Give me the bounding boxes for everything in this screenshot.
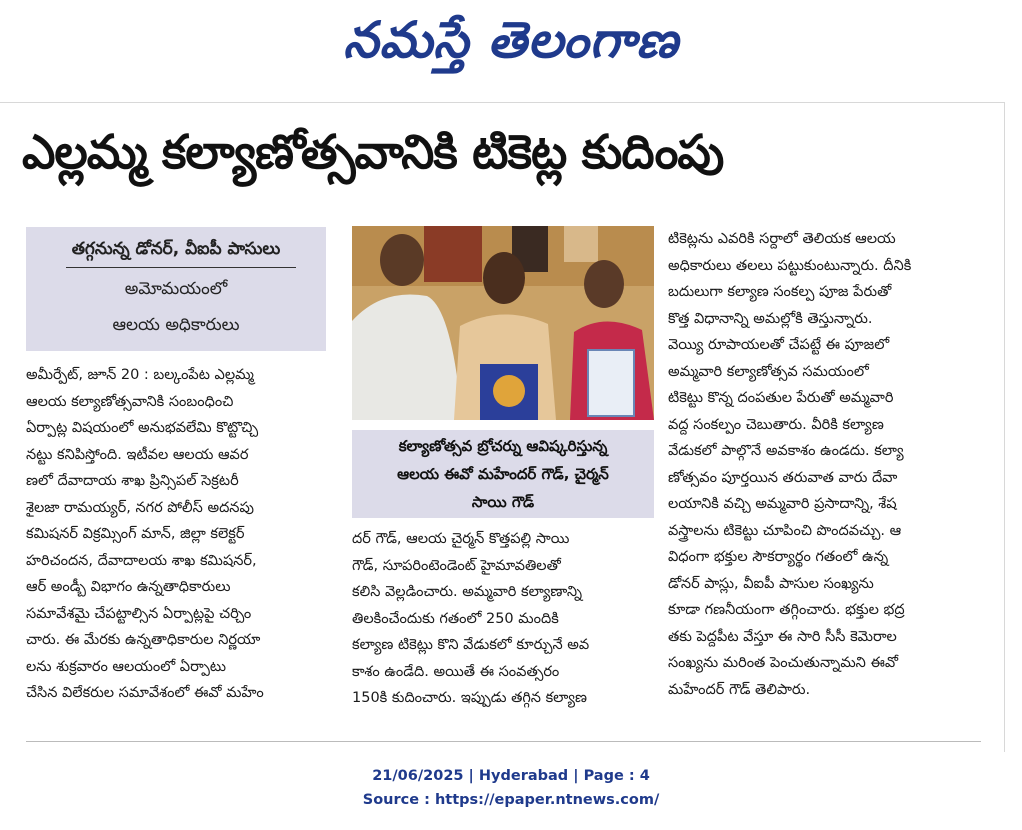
right-divider bbox=[1004, 102, 1005, 752]
article-headline: ఎల్లమ్మ కల్యాణోత్సవానికి టికెట్ల కుదింపు bbox=[22, 125, 724, 180]
text-line: విధంగా భక్తుల సౌకర్యార్థం గతంలో ఉన్న bbox=[668, 549, 889, 565]
article-column-2 bbox=[352, 526, 657, 712]
footer-source-link[interactable]: Source : https://epaper.ntnews.com/ bbox=[362, 792, 660, 808]
text-line: కొత్త విధానాన్ని అమల్లోకి తెస్తున్నారు. bbox=[668, 310, 873, 327]
subheading-line-1: తగ్గనున్న డోనర్, వీఐపీ పాసులు bbox=[71, 239, 281, 259]
text-line: అమ్మవారి కల్యాణోత్సవ సమయంలో bbox=[668, 363, 869, 380]
text-line: ఆలయ కల్యాణోత్సవానికి సంబంధించి bbox=[26, 393, 234, 410]
text-line: డోనర్ పాస్లు, వీఐపీ పాసుల సంఖ్యను bbox=[668, 575, 874, 592]
text-line: కమిషనర్ విక్రమ్సింగ్ మాన్, జిల్లా కలెక్టర్ bbox=[26, 526, 245, 542]
text-line: దర్ గౌడ్, ఆలయ చైర్మన్ కొత్తపల్లి సాయి bbox=[352, 531, 570, 547]
photo-caption bbox=[352, 430, 654, 518]
subheading-line-3: ఆలయ అధికారులు bbox=[112, 315, 240, 335]
text-line: అమీర్పేట్, జూన్ 20 : బల్కంపేట ఎల్లమ్మ bbox=[26, 367, 254, 383]
text-line: కాశం ఉండేది. అయితే ఈ సంవత్సరం bbox=[352, 663, 560, 680]
text-line: ఆర్ అండ్బీ విభాగం ఉన్నతాధికారులు bbox=[26, 579, 231, 595]
text-line: నట్టు కనిపిస్తోంది. ఇటీవల ఆలయ ఆవర bbox=[26, 446, 249, 463]
article-column-1 bbox=[26, 362, 338, 707]
text-line: చారు. ఈ మేరకు ఉన్నతాధికారుల నిర్ణయా bbox=[26, 632, 261, 648]
caption-line-2: ఆలయ ఈవో మహేందర్ గౌడ్, చైర్మన్ bbox=[397, 465, 609, 483]
text-line: టికెట్లను ఎవరికి సర్దాలో తెలియక ఆలయ bbox=[668, 231, 896, 247]
text-line: ఏర్పాట్ల విషయంలో అనుభవలేమి కొట్టొచ్చి bbox=[26, 420, 259, 436]
text-line: ణోత్సవం పూర్తయిన తరువాత వారు దేవా bbox=[668, 469, 898, 486]
article-photo bbox=[352, 226, 654, 420]
text-line: తకు పెద్దపీట వేస్తూ ఈ సారి సీసీ కెమెరాల bbox=[668, 628, 897, 645]
text-line: కలిసి వెల్లడించారు. అమ్మవారి కల్యాణాన్ని bbox=[352, 584, 582, 600]
caption-line-3: సాయి గౌడ్ bbox=[471, 493, 535, 511]
text-line: సంఖ్యను మరింత పెంచుతున్నామని ఈవో bbox=[668, 655, 899, 671]
text-line: కూడా గణనీయంగా తగ్గించారు. భక్తుల భద్ర bbox=[668, 602, 905, 618]
text-line: ణలో దేవాదాయ శాఖ ప్రిన్సిపల్ సెక్రటరీ bbox=[26, 473, 239, 489]
text-line: కల్యాణ టికెట్లు కొని వేడుకలో కూర్చునే అవ bbox=[352, 637, 590, 653]
text-line: చేసిన విలేకరుల సమావేశంలో ఈవో మహేం bbox=[26, 685, 264, 701]
subheading-line-2: అమోమయంలో bbox=[124, 279, 228, 299]
text-line: లను శుక్రవారం ఆలయంలో ఏర్పాటు bbox=[26, 658, 227, 675]
text-line: శైలజా రామయ్యర్, నగర పోలీస్ అదనపు bbox=[26, 499, 254, 516]
masthead-logo: నమస్తే తెలంగాణ bbox=[343, 11, 679, 69]
text-line: వెయ్యి రూపాయలతో చేపట్టే ఈ పూజలో bbox=[668, 337, 890, 353]
text-line: బదులుగా కల్యాణ సంకల్ప పూజ పేరుతో bbox=[668, 284, 892, 300]
text-line: అధికారులు తలలు పట్టుకుంటున్నారు. దీనికి bbox=[668, 257, 912, 274]
article-column-3 bbox=[668, 226, 980, 703]
text-line: వస్త్రాలను టికెట్టు చూపించి పొందవచ్చు. ఆ bbox=[668, 522, 902, 539]
text-line: వద్ద సంకల్పం చెబుతారు. వీరికి కల్యాణ bbox=[668, 416, 884, 433]
text-line: సమావేశమై చేపట్టాల్సిన ఏర్పాట్లపై చర్చిం bbox=[26, 605, 252, 622]
text-line: 150కి కుదించారు. ఇప్పుడు తగ్గిన కల్యాణ bbox=[352, 690, 587, 706]
caption-line-1: కల్యాణోత్సవ బ్రోచర్ను ఆవిష్కరిస్తున్న bbox=[398, 437, 608, 455]
subheading-box bbox=[26, 227, 326, 351]
text-line: టికెట్టు కొన్న దంపతుల పేరుతో అమ్మవారి bbox=[668, 390, 894, 406]
bottom-divider bbox=[26, 741, 981, 742]
top-divider bbox=[0, 102, 1005, 103]
photo-illustration bbox=[352, 226, 654, 420]
text-line: గౌడ్, సూపరింటెండెంట్ హైమావతిలతో bbox=[352, 557, 561, 574]
text-line: తిలకించేందుకు గతంలో 250 మందికి bbox=[352, 610, 559, 627]
footer-edition-info: 21/06/2025 | Hyderabad | Page : 4 bbox=[372, 768, 650, 784]
subheading-divider bbox=[66, 267, 296, 268]
text-line: వేడుకలో పాల్గొనే అవకాశం ఉండదు. కల్యా bbox=[668, 443, 904, 459]
text-line: లయానికి వచ్చి అమ్మవారి ప్రసాదాన్ని, శేష bbox=[668, 496, 897, 512]
text-line: హరిచందన, దేవాదాలయ శాఖ కమిషనర్, bbox=[26, 552, 257, 569]
text-line: మహేందర్ గౌడ్ తెలిపారు. bbox=[668, 681, 811, 698]
